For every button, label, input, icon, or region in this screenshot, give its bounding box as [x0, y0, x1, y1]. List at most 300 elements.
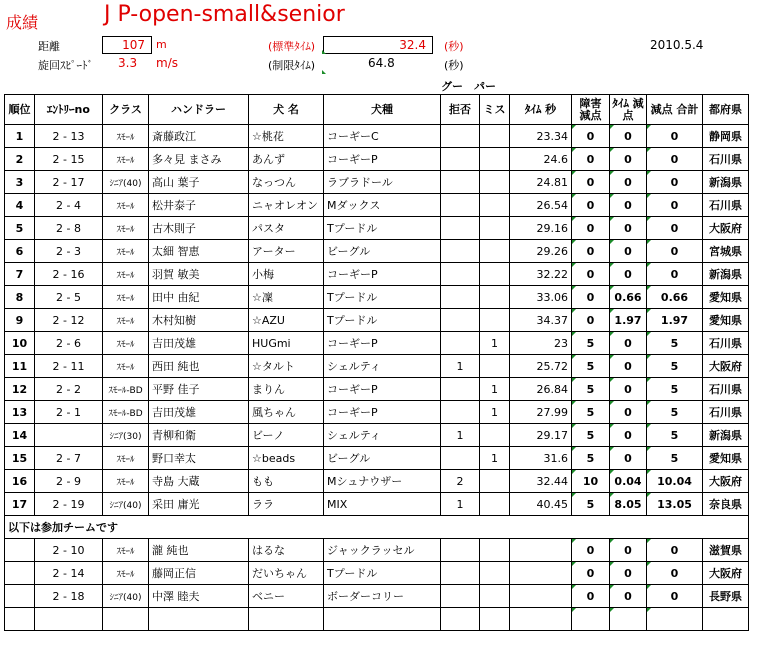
obstacle-penalty-cell: 0	[572, 585, 610, 608]
entry-no-cell: 2 - 1	[35, 401, 103, 424]
column-header: 犬 名	[249, 95, 324, 125]
handler-cell: 吉田茂雄	[149, 332, 249, 355]
handler-cell: 太細 智恵	[149, 240, 249, 263]
limit-time-value: 64.8	[368, 56, 395, 70]
miss-cell	[480, 493, 510, 516]
total-penalty-cell: 1.97	[647, 309, 703, 332]
table-header-row	[5, 95, 749, 125]
prefecture-cell: 石川県	[703, 148, 749, 171]
obstacle-penalty-cell: 5	[572, 447, 610, 470]
miss-cell	[480, 171, 510, 194]
time-cell: 32.44	[510, 470, 572, 493]
cell-marker	[322, 50, 326, 54]
prefecture-cell: 石川県	[703, 194, 749, 217]
obstacle-penalty-cell: 0	[572, 539, 610, 562]
event-title: J P-open-small&senior	[104, 2, 345, 27]
refusal-cell	[441, 171, 480, 194]
rank-cell	[5, 608, 35, 631]
miss-cell	[480, 309, 510, 332]
entry-no-cell: 2 - 18	[35, 585, 103, 608]
breed-cell: コーギーC	[324, 125, 441, 148]
total-penalty-cell: 10.04	[647, 470, 703, 493]
miss-cell	[480, 424, 510, 447]
time-penalty-cell: 0	[610, 125, 647, 148]
miss-cell	[480, 263, 510, 286]
class-cell: ｽﾓｰﾙ	[103, 194, 149, 217]
obstacle-penalty-cell: 0	[572, 194, 610, 217]
refusal-cell	[441, 217, 480, 240]
rank-cell: 8	[5, 286, 35, 309]
rank-cell	[5, 585, 35, 608]
table-row	[5, 217, 749, 240]
entry-no-cell	[35, 424, 103, 447]
refusal-cell	[441, 585, 480, 608]
refusal-cell	[441, 148, 480, 171]
refusal-cell	[441, 447, 480, 470]
time-penalty-cell: 1.97	[610, 309, 647, 332]
class-cell: ｽﾓｰﾙ	[103, 470, 149, 493]
time-cell: 24.6	[510, 148, 572, 171]
time-cell: 32.22	[510, 263, 572, 286]
dog-name-cell: ララ	[249, 493, 324, 516]
total-penalty-cell: 0	[647, 171, 703, 194]
time-penalty-cell: 0	[610, 424, 647, 447]
entry-no-cell: 2 - 19	[35, 493, 103, 516]
handler-cell: 中澤 睦夫	[149, 585, 249, 608]
total-penalty-cell	[647, 608, 703, 631]
standard-time-label: (標準ﾀｲﾑ)	[268, 40, 316, 53]
breed-cell: ボーダーコリー	[324, 585, 441, 608]
total-penalty-cell: 5	[647, 424, 703, 447]
dog-name-cell: まりん	[249, 378, 324, 401]
time-penalty-cell	[610, 608, 647, 631]
table-row	[5, 194, 749, 217]
rank-cell	[5, 562, 35, 585]
time-penalty-cell: 0.04	[610, 470, 647, 493]
table-row	[5, 125, 749, 148]
breed-cell: ビーグル	[324, 447, 441, 470]
table-row	[5, 240, 749, 263]
time-penalty-cell: 0	[610, 217, 647, 240]
column-header: 犬種	[324, 95, 441, 125]
breed-cell: コーギーP	[324, 332, 441, 355]
entry-no-cell: 2 - 13	[35, 125, 103, 148]
refusal-cell	[441, 286, 480, 309]
class-cell: ｼﾆｱ(30)	[103, 424, 149, 447]
class-cell: ｼﾆｱ(40)	[103, 171, 149, 194]
limit-time-label: (制限ﾀｲﾑ)	[268, 59, 316, 72]
standard-time-value: 32.4	[323, 36, 433, 54]
entry-no-cell: 2 - 11	[35, 355, 103, 378]
rank-cell: 9	[5, 309, 35, 332]
table-row	[5, 378, 749, 401]
obstacle-penalty-cell: 0	[572, 148, 610, 171]
refusal-cell	[441, 539, 480, 562]
total-penalty-cell: 0	[647, 562, 703, 585]
prefecture-cell: 愛知県	[703, 309, 749, 332]
handler-cell	[149, 608, 249, 631]
obstacle-penalty-cell: 0	[572, 171, 610, 194]
standard-time-unit: (秒)	[444, 40, 464, 53]
entry-no-cell: 2 - 16	[35, 263, 103, 286]
rank-cell: 15	[5, 447, 35, 470]
obstacle-penalty-cell	[572, 608, 610, 631]
group-labels: グー パー	[441, 80, 496, 93]
rank-cell	[5, 539, 35, 562]
time-penalty-cell: 8.05	[610, 493, 647, 516]
refusal-cell: 1	[441, 424, 480, 447]
refusal-cell	[441, 562, 480, 585]
speed-unit: m/s	[156, 56, 178, 70]
rank-cell: 13	[5, 401, 35, 424]
entry-no-cell: 2 - 6	[35, 332, 103, 355]
prefecture-cell: 愛知県	[703, 286, 749, 309]
breed-cell: Mシュナウザー	[324, 470, 441, 493]
entry-no-cell: 2 - 2	[35, 378, 103, 401]
prefecture-cell: 大阪府	[703, 470, 749, 493]
obstacle-penalty-cell: 5	[572, 401, 610, 424]
entry-no-cell: 2 - 9	[35, 470, 103, 493]
obstacle-penalty-cell: 0	[572, 125, 610, 148]
entry-no-cell: 2 - 17	[35, 171, 103, 194]
prefecture-cell: 長野県	[703, 585, 749, 608]
total-penalty-cell: 0	[647, 585, 703, 608]
time-penalty-cell: 0	[610, 539, 647, 562]
entry-no-cell: 2 - 3	[35, 240, 103, 263]
total-penalty-cell: 0	[647, 194, 703, 217]
class-cell: ｽﾓｰﾙ	[103, 286, 149, 309]
dog-name-cell: パスタ	[249, 217, 324, 240]
time-cell: 26.54	[510, 194, 572, 217]
table-row	[5, 585, 749, 608]
column-header: 障害 減点	[572, 95, 610, 125]
table-row	[5, 332, 749, 355]
class-cell: ｽﾓｰﾙ-BD	[103, 401, 149, 424]
class-cell: ｽﾓｰﾙ	[103, 562, 149, 585]
breed-cell: シェルティ	[324, 355, 441, 378]
speed-label: 旋回ｽﾋﾟｰﾄﾞ	[38, 59, 93, 72]
obstacle-penalty-cell: 0	[572, 309, 610, 332]
time-cell: 24.81	[510, 171, 572, 194]
obstacle-penalty-cell: 0	[572, 286, 610, 309]
dog-name-cell: ベニー	[249, 585, 324, 608]
breed-cell: Tプードル	[324, 217, 441, 240]
time-cell: 25.72	[510, 355, 572, 378]
time-cell	[510, 562, 572, 585]
total-penalty-cell: 13.05	[647, 493, 703, 516]
rank-cell: 3	[5, 171, 35, 194]
handler-cell: 西田 純也	[149, 355, 249, 378]
refusal-cell	[441, 332, 480, 355]
refusal-cell: 2	[441, 470, 480, 493]
time-cell: 31.6	[510, 447, 572, 470]
dog-name-cell: なっつん	[249, 171, 324, 194]
handler-cell: 吉田茂雄	[149, 401, 249, 424]
limit-time-unit: (秒)	[444, 59, 464, 72]
column-header: 減点 合計	[647, 95, 703, 125]
miss-cell	[480, 608, 510, 631]
breed-cell: コーギーP	[324, 263, 441, 286]
table-row	[5, 309, 749, 332]
refusal-cell	[441, 194, 480, 217]
results-table	[4, 94, 749, 631]
miss-cell	[480, 355, 510, 378]
time-penalty-cell: 0	[610, 447, 647, 470]
speed-value: 3.3	[118, 56, 138, 70]
class-cell: ｽﾓｰﾙ	[103, 539, 149, 562]
dog-name-cell: だいちゃん	[249, 562, 324, 585]
miss-cell	[480, 194, 510, 217]
rank-cell: 5	[5, 217, 35, 240]
column-header: 拒否	[441, 95, 480, 125]
total-penalty-cell: 0	[647, 125, 703, 148]
miss-cell	[480, 562, 510, 585]
table-row	[5, 562, 749, 585]
dog-name-cell: アーター	[249, 240, 324, 263]
cell-marker	[322, 70, 326, 74]
breed-cell: MIX	[324, 493, 441, 516]
time-cell: 29.16	[510, 217, 572, 240]
obstacle-penalty-cell: 5	[572, 378, 610, 401]
entry-no-cell: 2 - 14	[35, 562, 103, 585]
time-penalty-cell: 0	[610, 355, 647, 378]
handler-cell: 青柳和衛	[149, 424, 249, 447]
breed-cell: コーギーP	[324, 148, 441, 171]
dog-name-cell: ニャオレオン	[249, 194, 324, 217]
miss-cell: 1	[480, 378, 510, 401]
table-row	[5, 539, 749, 562]
table-row	[5, 424, 749, 447]
distance-unit: m	[156, 38, 167, 51]
table-row	[5, 148, 749, 171]
time-penalty-cell: 0	[610, 263, 647, 286]
handler-cell: 松井泰子	[149, 194, 249, 217]
dog-name-cell: ☆タルト	[249, 355, 324, 378]
table-row	[5, 171, 749, 194]
miss-cell	[480, 470, 510, 493]
dog-name-cell: ビーノ	[249, 424, 324, 447]
column-header: ｴﾝﾄﾘｰno	[35, 95, 103, 125]
rank-cell: 17	[5, 493, 35, 516]
breed-cell: Tプードル	[324, 309, 441, 332]
obstacle-penalty-cell: 0	[572, 217, 610, 240]
refusal-cell	[441, 608, 480, 631]
prefecture-cell: 滋賀県	[703, 539, 749, 562]
rank-cell: 16	[5, 470, 35, 493]
refusal-cell	[441, 263, 480, 286]
class-cell: ｼﾆｱ(40)	[103, 585, 149, 608]
prefecture-cell: 石川県	[703, 378, 749, 401]
dog-name-cell: はるな	[249, 539, 324, 562]
class-cell: ｽﾓｰﾙ	[103, 240, 149, 263]
entry-no-cell: 2 - 10	[35, 539, 103, 562]
date: 2010.5.4	[650, 38, 704, 52]
time-penalty-cell: 0.66	[610, 286, 647, 309]
rank-cell: 7	[5, 263, 35, 286]
time-cell: 23.34	[510, 125, 572, 148]
breed-cell: Tプードル	[324, 562, 441, 585]
prefecture-cell: 石川県	[703, 401, 749, 424]
prefecture-cell	[703, 608, 749, 631]
breed-cell: ビーグル	[324, 240, 441, 263]
time-cell: 23	[510, 332, 572, 355]
rank-cell: 14	[5, 424, 35, 447]
prefecture-cell: 石川県	[703, 332, 749, 355]
time-cell: 33.06	[510, 286, 572, 309]
total-penalty-cell: 5	[647, 447, 703, 470]
table-row	[5, 286, 749, 309]
time-cell: 29.26	[510, 240, 572, 263]
dog-name-cell: 小梅	[249, 263, 324, 286]
miss-cell	[480, 286, 510, 309]
obstacle-penalty-cell: 0	[572, 240, 610, 263]
prefecture-cell: 大阪府	[703, 355, 749, 378]
table-row	[5, 447, 749, 470]
time-penalty-cell: 0	[610, 194, 647, 217]
prefecture-cell: 新潟県	[703, 171, 749, 194]
refusal-cell	[441, 401, 480, 424]
prefecture-cell: 奈良県	[703, 493, 749, 516]
miss-cell	[480, 148, 510, 171]
class-cell: ｽﾓｰﾙ	[103, 217, 149, 240]
time-penalty-cell: 0	[610, 148, 647, 171]
breed-cell: シェルティ	[324, 424, 441, 447]
obstacle-penalty-cell: 5	[572, 332, 610, 355]
miss-cell: 1	[480, 401, 510, 424]
miss-cell	[480, 240, 510, 263]
obstacle-penalty-cell: 5	[572, 424, 610, 447]
rank-cell: 11	[5, 355, 35, 378]
total-penalty-cell: 0	[647, 263, 703, 286]
column-header: ﾀｲﾑ 秒	[510, 95, 572, 125]
prefecture-cell: 愛知県	[703, 447, 749, 470]
distance-value: 107	[102, 36, 152, 54]
total-penalty-cell: 0	[647, 148, 703, 171]
time-cell: 26.84	[510, 378, 572, 401]
total-penalty-cell: 5	[647, 401, 703, 424]
dog-name-cell: 風ちゃん	[249, 401, 324, 424]
handler-cell: 采田 庸光	[149, 493, 249, 516]
table-row	[5, 493, 749, 516]
table-row	[5, 263, 749, 286]
column-header: 都府県	[703, 95, 749, 125]
class-cell: ｽﾓｰﾙ	[103, 263, 149, 286]
refusal-cell	[441, 125, 480, 148]
table-row	[5, 401, 749, 424]
breed-cell: コーギーP	[324, 378, 441, 401]
handler-cell: 斎藤政江	[149, 125, 249, 148]
miss-cell	[480, 539, 510, 562]
time-cell: 29.17	[510, 424, 572, 447]
table-row	[5, 608, 749, 631]
time-penalty-cell: 0	[610, 171, 647, 194]
entry-no-cell: 2 - 7	[35, 447, 103, 470]
prefecture-cell: 宮城県	[703, 240, 749, 263]
prefecture-cell: 大阪府	[703, 217, 749, 240]
prefecture-cell: 新潟県	[703, 424, 749, 447]
miss-cell	[480, 217, 510, 240]
time-penalty-cell: 0	[610, 401, 647, 424]
time-penalty-cell: 0	[610, 562, 647, 585]
time-cell: 27.99	[510, 401, 572, 424]
column-header: ﾀｲﾑ 減点	[610, 95, 647, 125]
class-cell: ｽﾓｰﾙ	[103, 309, 149, 332]
handler-cell: 瀧 純也	[149, 539, 249, 562]
refusal-cell: 1	[441, 493, 480, 516]
total-penalty-cell: 5	[647, 378, 703, 401]
refusal-cell	[441, 378, 480, 401]
time-penalty-cell: 0	[610, 378, 647, 401]
dog-name-cell: あんず	[249, 148, 324, 171]
refusal-cell: 1	[441, 355, 480, 378]
time-penalty-cell: 0	[610, 332, 647, 355]
time-penalty-cell: 0	[610, 585, 647, 608]
miss-cell	[480, 125, 510, 148]
breed-cell: Tプードル	[324, 286, 441, 309]
breed-cell: コーギーP	[324, 401, 441, 424]
breed-cell: Mダックス	[324, 194, 441, 217]
dog-name-cell: もも	[249, 470, 324, 493]
total-penalty-cell: 5	[647, 355, 703, 378]
breed-cell: ラブラドール	[324, 171, 441, 194]
total-penalty-cell: 0.66	[647, 286, 703, 309]
breed-cell	[324, 608, 441, 631]
column-header: 順位	[5, 95, 35, 125]
refusal-cell	[441, 240, 480, 263]
handler-cell: 木村知樹	[149, 309, 249, 332]
handler-cell: 古木則子	[149, 217, 249, 240]
dog-name-cell	[249, 608, 324, 631]
distance-label: 距離	[38, 40, 60, 53]
obstacle-penalty-cell: 0	[572, 562, 610, 585]
class-cell: ｽﾓｰﾙ-BD	[103, 378, 149, 401]
time-cell: 40.45	[510, 493, 572, 516]
class-cell	[103, 608, 149, 631]
prefecture-cell: 静岡県	[703, 125, 749, 148]
entry-no-cell: 2 - 4	[35, 194, 103, 217]
table-row	[5, 355, 749, 378]
obstacle-penalty-cell: 5	[572, 355, 610, 378]
time-cell: 34.37	[510, 309, 572, 332]
refusal-cell	[441, 309, 480, 332]
class-cell: ｽﾓｰﾙ	[103, 447, 149, 470]
handler-cell: 寺島 大蔵	[149, 470, 249, 493]
rank-cell: 1	[5, 125, 35, 148]
rank-cell: 4	[5, 194, 35, 217]
miss-cell	[480, 585, 510, 608]
dog-name-cell: ☆凜	[249, 286, 324, 309]
dog-name-cell: ☆beads	[249, 447, 324, 470]
time-cell	[510, 608, 572, 631]
handler-cell: 藤岡正信	[149, 562, 249, 585]
handler-cell: 平野 佳子	[149, 378, 249, 401]
handler-cell: 多々見 まさみ	[149, 148, 249, 171]
entry-no-cell: 2 - 5	[35, 286, 103, 309]
entry-no-cell: 2 - 8	[35, 217, 103, 240]
obstacle-penalty-cell: 5	[572, 493, 610, 516]
dog-name-cell: ☆桃花	[249, 125, 324, 148]
rank-cell: 6	[5, 240, 35, 263]
rank-cell: 2	[5, 148, 35, 171]
rank-cell: 10	[5, 332, 35, 355]
class-cell: ｽﾓｰﾙ	[103, 148, 149, 171]
rank-cell: 12	[5, 378, 35, 401]
column-header: ミス	[480, 95, 510, 125]
prefecture-cell: 新潟県	[703, 263, 749, 286]
class-cell: ｽﾓｰﾙ	[103, 125, 149, 148]
dog-name-cell: HUGmi	[249, 332, 324, 355]
handler-cell: 田中 由紀	[149, 286, 249, 309]
